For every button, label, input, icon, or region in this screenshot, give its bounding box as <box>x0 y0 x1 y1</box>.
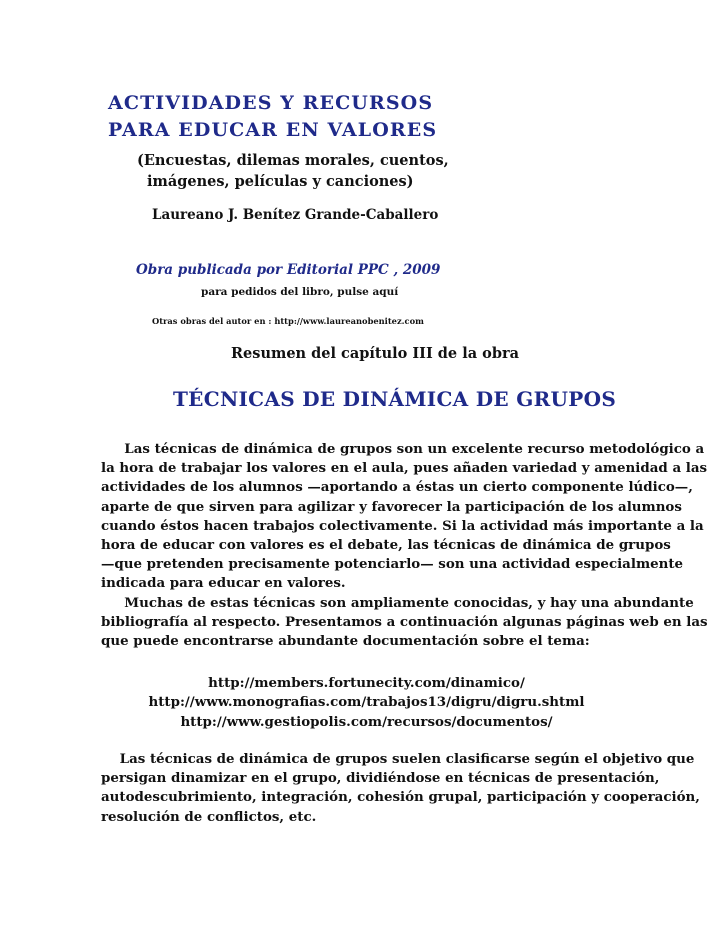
paragraph-line: actividades de los alumnos —aportando a éstas un cierto componente lúdico—, <box>101 479 693 496</box>
paragraph-line: que puede encontrarse abundante documentación sobre el tema: <box>101 633 590 650</box>
paragraph-line: la hora de trabajar los valores en el aula, pues añaden variedad y amenidad a las <box>101 460 708 477</box>
link-fortunecity[interactable]: http://members.fortunecity.com/dinamico/ <box>208 675 525 691</box>
author-name: Laureano J. Benítez Grande-Caballero <box>152 207 439 223</box>
paragraph-line: Las técnicas de dinámica de grupos son un excelente recurso metodológico a <box>101 441 705 457</box>
publication-info: Obra publicada por Editorial PPC , 2009 <box>136 262 441 278</box>
paragraph-1 <box>101 440 708 651</box>
paragraph-line: Muchas de estas técnicas son ampliamente conocidas, y hay una abundante <box>101 594 694 611</box>
paragraph-line: autodescubrimiento, integración, cohesión grupal, participación y cooperación, <box>101 789 700 806</box>
resource-links <box>101 674 632 732</box>
title-line-2: PARA EDUCAR EN VALORES <box>108 119 438 141</box>
paragraph-line: Las técnicas de dinámica de grupos suelen clasificarse según el objetivo que <box>101 751 695 767</box>
other-works-link[interactable]: Otras obras del autor en : http://www.laureanobenitez.com <box>152 316 424 326</box>
title-line-1: ACTIVIDADES Y RECURSOS <box>108 92 434 114</box>
paragraph-3 <box>101 750 700 827</box>
paragraph-line: indicada para educar en valores. <box>101 575 346 592</box>
paragraph-line: bibliografía al respecto. Presentamos a continuación algunas páginas web en las <box>101 613 708 630</box>
paragraph-line: hora de educar con valores es el debate, las técnicas de dinámica de grupos <box>101 537 671 554</box>
paragraph-line: aparte de que sirven para agilizar y favorecer la participación de los alumnos <box>101 498 682 515</box>
chapter-title: TÉCNICAS DE DINÁMICA DE GRUPOS <box>173 387 617 411</box>
order-link[interactable]: para pedidos del libro, pulse aquí <box>201 286 399 298</box>
subtitle-line-1: (Encuestas, dilemas morales, cuentos, <box>137 152 449 169</box>
paragraph-line: —que pretenden precisamente potenciarlo— son una actividad especialmente <box>101 556 684 573</box>
subtitle-line-2: imágenes, películas y canciones) <box>147 173 414 190</box>
paragraph-line: persigan dinamizar en el grupo, dividiéndose en técnicas de presentación, <box>101 770 660 787</box>
link-monografias[interactable]: http://www.monografias.com/trabajos13/digru/digru.shtml <box>148 694 585 711</box>
chapter-summary-label: Resumen del capítulo III de la obra <box>231 345 520 362</box>
paragraph-line: resolución de conflictos, etc. <box>101 808 317 825</box>
link-gestiopolis[interactable]: http://www.gestiopolis.com/recursos/documentos/ <box>180 713 553 730</box>
paragraph-line: cuando éstos hacen trabajos colectivamente. Si la actividad más importante a la <box>101 517 704 534</box>
